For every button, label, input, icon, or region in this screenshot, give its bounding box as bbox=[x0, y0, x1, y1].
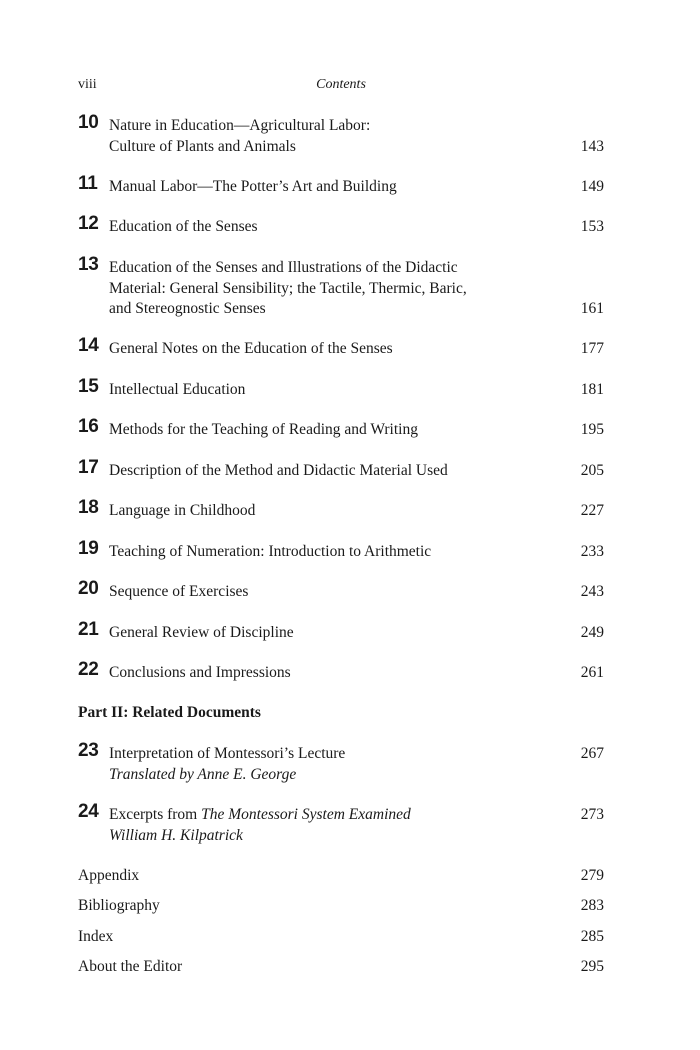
chapter-number: 17 bbox=[78, 457, 99, 478]
page-number: 279 bbox=[580, 867, 604, 884]
page-number: 195 bbox=[580, 421, 604, 438]
chapter-title-line bbox=[109, 805, 529, 826]
chapter-title bbox=[109, 663, 529, 684]
chapter-number: 24 bbox=[78, 801, 99, 822]
page-number: 243 bbox=[580, 583, 604, 600]
page-number: 273 bbox=[580, 806, 604, 823]
chapter-title-line: Manual Labor—The Potter’s Art and Building bbox=[109, 178, 397, 195]
chapter-title bbox=[109, 217, 529, 238]
chapter-number: 13 bbox=[78, 254, 99, 275]
back-matter-title-line: Index bbox=[78, 928, 114, 945]
back-matter-title-line: About the Editor bbox=[78, 958, 183, 975]
page-number: 227 bbox=[580, 502, 604, 519]
chapter-number: 20 bbox=[78, 578, 99, 599]
page-number: 233 bbox=[580, 543, 604, 560]
running-head-title: Contents bbox=[316, 77, 366, 92]
chapter-title bbox=[109, 339, 529, 360]
chapter-number: 16 bbox=[78, 416, 99, 437]
page-number: 161 bbox=[580, 300, 604, 317]
back-matter-title-line: Bibliography bbox=[78, 897, 160, 914]
chapter-title bbox=[109, 582, 529, 603]
page-number: 177 bbox=[580, 340, 604, 357]
chapter-title bbox=[109, 420, 529, 441]
chapter-title-line: and Stereognostic Senses bbox=[109, 300, 266, 317]
chapter-title-line: Sequence of Exercises bbox=[109, 583, 249, 600]
chapter-byline: William H. Kilpatrick bbox=[109, 826, 243, 844]
chapter-title-line: General Notes on the Education of the Senses bbox=[109, 340, 393, 357]
chapter-number: 14 bbox=[78, 335, 99, 356]
chapter-title bbox=[109, 380, 529, 401]
chapter-title bbox=[109, 258, 529, 320]
page-number: 249 bbox=[580, 624, 604, 641]
page-number: 261 bbox=[580, 664, 604, 681]
page-number: 181 bbox=[580, 381, 604, 398]
chapter-title bbox=[109, 501, 529, 522]
chapter-number: 15 bbox=[78, 376, 99, 397]
page-number: 295 bbox=[580, 958, 604, 975]
running-head bbox=[78, 77, 604, 95]
chapter-byline: Translated by Anne E. George bbox=[109, 765, 297, 783]
page-number: 267 bbox=[580, 745, 604, 762]
chapter-title bbox=[109, 623, 529, 644]
chapter-title bbox=[109, 805, 529, 846]
chapter-number: 18 bbox=[78, 497, 99, 518]
chapter-title-line: Interpretation of Montessori’s Lecture bbox=[109, 745, 346, 762]
back-matter-title bbox=[78, 927, 498, 948]
page-number: 285 bbox=[580, 928, 604, 945]
back-matter-title bbox=[78, 957, 498, 978]
page-number: 153 bbox=[580, 218, 604, 235]
chapter-number: 19 bbox=[78, 538, 99, 559]
chapter-title-line: Conclusions and Impressions bbox=[109, 664, 291, 681]
page-folio: viii bbox=[78, 77, 97, 92]
chapter-title-line: Intellectual Education bbox=[109, 381, 246, 398]
chapter-title-line: Material: General Sensibility; the Tactile, Thermic, Baric, bbox=[109, 279, 467, 297]
chapter-title-line: Education of the Senses bbox=[109, 218, 258, 235]
chapter-number: 10 bbox=[78, 112, 99, 133]
chapter-title-line: Education of the Senses and Illustrations of the Didactic bbox=[109, 259, 458, 276]
page-number: 205 bbox=[580, 462, 604, 479]
chapter-title-line: Language in Childhood bbox=[109, 502, 256, 519]
chapter-title bbox=[109, 461, 529, 482]
chapter-number: 23 bbox=[78, 740, 99, 761]
chapter-title bbox=[109, 116, 529, 157]
chapter-title bbox=[109, 744, 529, 785]
back-matter-title-line: Appendix bbox=[78, 867, 140, 884]
chapter-title bbox=[109, 542, 529, 563]
chapter-title-line: Nature in Education—Agricultural Labor: bbox=[109, 117, 371, 134]
chapter-title-line: Teaching of Numeration: Introduction to Arithmetic bbox=[109, 543, 432, 560]
chapter-number: 22 bbox=[78, 659, 99, 680]
chapter-title-line: Description of the Method and Didactic Material Used bbox=[109, 462, 448, 479]
back-matter-title bbox=[78, 896, 498, 917]
page-number: 283 bbox=[580, 897, 604, 914]
back-matter-title bbox=[78, 866, 498, 887]
page-number: 143 bbox=[580, 137, 604, 155]
chapter-title-line: General Review of Discipline bbox=[109, 624, 294, 641]
chapter-title bbox=[109, 177, 529, 198]
part-heading: Part II: Related Documents bbox=[78, 704, 261, 721]
chapter-title-prefix: Excerpts from bbox=[109, 806, 202, 823]
chapter-title-line: Methods for the Teaching of Reading and Writing bbox=[109, 421, 418, 438]
chapter-title-line: Culture of Plants and Animals bbox=[109, 137, 296, 155]
chapter-title-italic: The Montessori System Examined bbox=[201, 806, 411, 823]
chapter-number: 12 bbox=[78, 213, 99, 234]
chapter-number: 21 bbox=[78, 619, 99, 640]
chapter-number: 11 bbox=[78, 173, 98, 194]
page-number: 149 bbox=[580, 178, 604, 195]
